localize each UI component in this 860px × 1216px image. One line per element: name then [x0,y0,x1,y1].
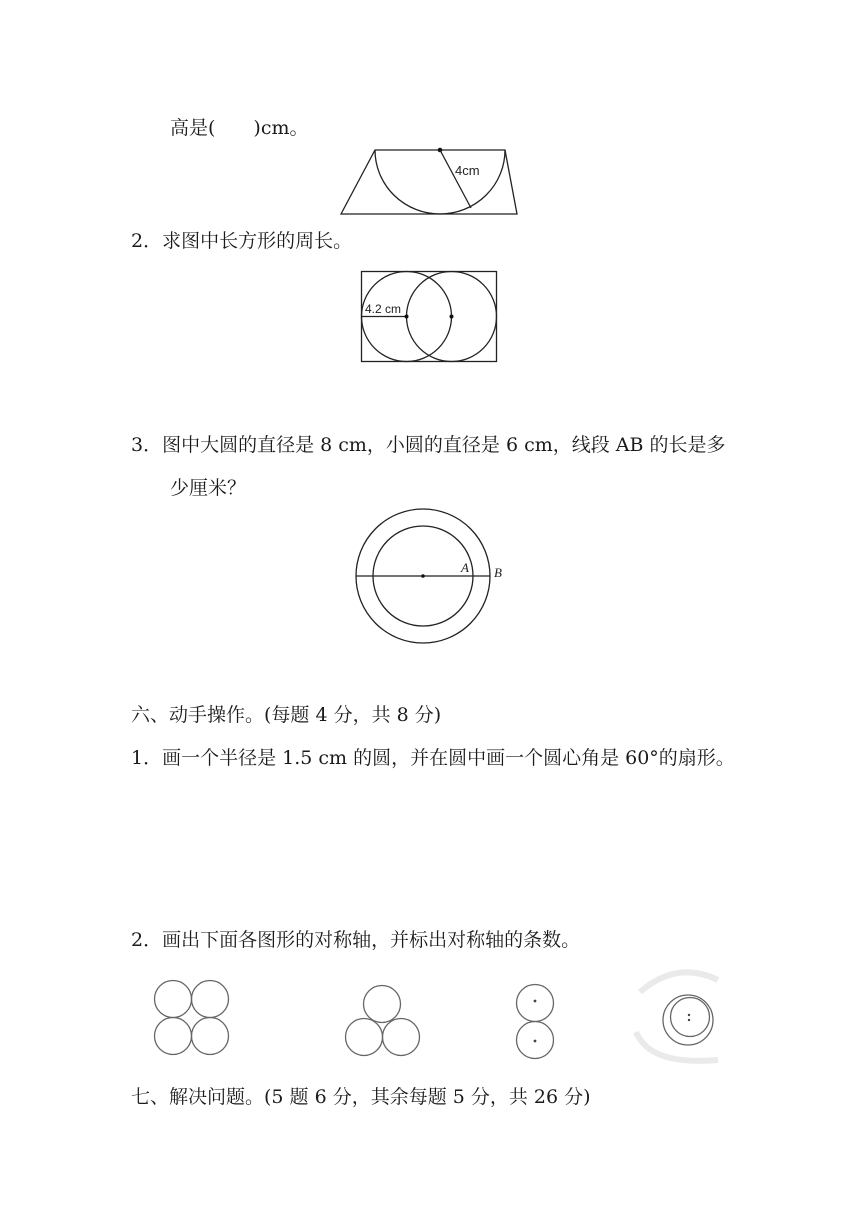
question-3-line-2: 少厘米？ [170,477,247,499]
left-center-dot [405,315,409,319]
center-dot-lower [688,1019,690,1021]
rectangle-two-circles-figure [360,270,500,364]
radius-label: 4.2 cm [365,302,402,316]
section-6-heading: 六、动手操作。(每题 4 分，共 8 分) [131,704,442,726]
nested-circles-figure [632,962,722,1070]
radius-label: 4cm [455,163,480,178]
section-6-question-2: 2．画出下面各图形的对称轴，并标出对称轴的条数。 [131,929,581,951]
inner-circle [671,998,710,1037]
lower-center-dot [534,1040,537,1043]
four-circles-figure [150,975,236,1063]
height-answer-line: 高是( )cm。 [170,117,309,139]
question-2: 2．求图中长方形的周长。 [131,230,353,252]
circle-top [364,986,401,1023]
circle-top-right [192,981,229,1018]
radius-line [440,150,471,208]
circle-top-left [155,981,192,1018]
circle-bottom-left [346,1019,383,1056]
center-dot [421,574,425,578]
watermark-shape [636,972,718,1061]
center-dot-upper [688,1014,690,1016]
right-center-dot [450,315,454,319]
semicircle-arc [375,150,505,214]
three-circles-figure [340,982,430,1062]
section-7-heading: 七、解决问题。(5 题 6 分，其余每题 5 分，共 26 分) [131,1086,591,1108]
circle-bottom-right [383,1019,420,1056]
point-a-label: A [461,560,469,575]
circle-bottom-left [155,1018,192,1055]
trapezoid-semicircle-figure [335,142,525,222]
upper-center-dot [534,1000,537,1003]
circle-bottom-right [192,1018,229,1055]
section-6-question-1: 1．画一个半径是 1.5 cm 的圆，并在圆中画一个圆心角是 60°的扇形。 [131,747,735,769]
question-3-line-1: 3．图中大圆的直径是 8 cm，小圆的直径是 6 cm，线段 AB 的长是多 [131,434,726,456]
point-b-label: B [494,565,502,580]
trapezoid-outline [341,150,517,214]
two-stacked-circles-figure [512,980,558,1064]
concentric-circles-figure [354,508,514,648]
circle-upper [517,985,554,1022]
